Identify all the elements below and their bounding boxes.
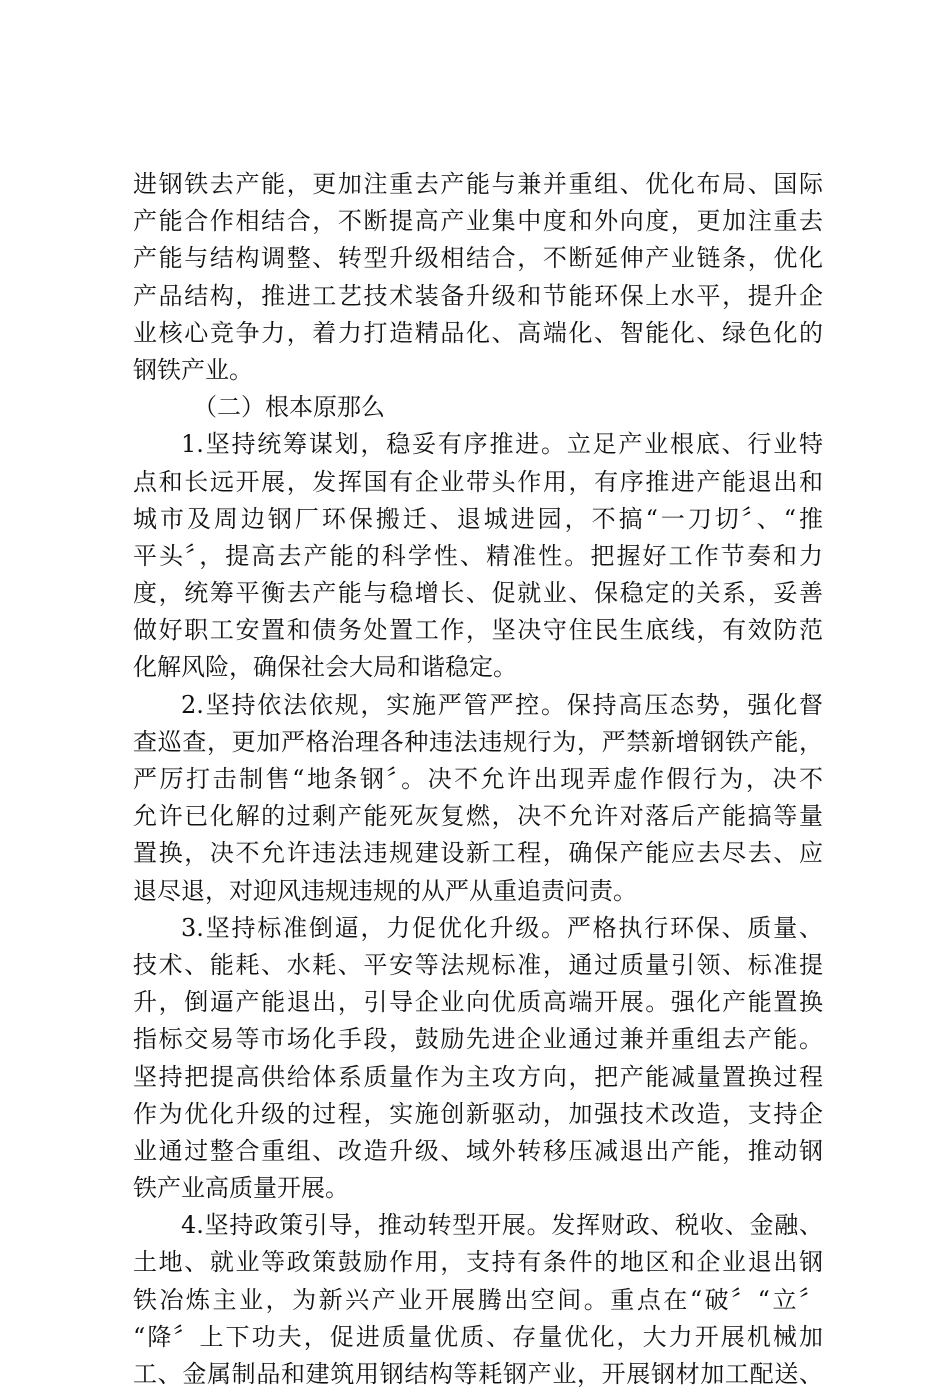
principle-1-title-line: 1.坚持统筹谋划，稳妥有序推进。立足产业根底、行业特: [181, 430, 823, 459]
body-line: 化解风险，确保社会大局和谐稳定。: [133, 653, 517, 682]
body-line: 产能合作相结合，不断提高产业集中度和外向度，更加注重去: [133, 207, 823, 236]
body-line: 坚持把提高供给体系质量作为主攻方向，把产能减量置换过程: [133, 1062, 823, 1091]
principle-4-title-line: 4.坚持政策引导，推动转型开展。发挥财政、税收、金融、: [181, 1211, 823, 1240]
body-line: 进钢铁去产能，更加注重去产能与兼并重组、优化布局、国际: [133, 170, 823, 198]
principle-2-title-line: 2.坚持依法依规，实施严管严控。保持高压态势，强化督: [181, 690, 823, 719]
principle-3-title-line: 3.坚持标准倒逼，力促优化升级。严格执行环保、质量、: [181, 913, 823, 942]
body-line: 铁冶炼主业，为新兴产业开展腾出空间。重点在“破〞“立〞: [133, 1285, 823, 1314]
document-body: [133, 166, 823, 1393]
body-line: 点和长远开展，发挥国有企业带头作用，有序推进产能退出和: [133, 467, 823, 496]
body-line: 度，统筹平衡去产能与稳增长、促就业、保稳定的关系，妥善: [133, 579, 823, 608]
body-line: 严厉打击制售“地条钢〞。决不允许出现弄虚作假行为，决不: [133, 765, 823, 793]
body-line: 钢铁产业。: [133, 355, 253, 384]
body-line: 工、金属制品和建筑用钢结构等耗钢产业，开展钢材加工配送、: [133, 1360, 823, 1388]
body-line: 业通过整合重组、改造升级、域外转移压减退出产能，推动钢: [133, 1136, 823, 1165]
body-line: 铁产业高质量开展。: [133, 1174, 349, 1203]
body-line: 置换，决不允许违法违规建设新工程，确保产能应去尽去、应: [133, 839, 823, 868]
body-line: 技术、能耗、水耗、平安等法规标准，通过质量引领、标准提: [133, 950, 823, 979]
body-line: 升，倒逼产能退出，引导企业向优质高端开展。强化产能置换: [133, 988, 823, 1017]
body-line: 指标交易等市场化手段，鼓励先进企业通过兼并重组去产能。: [133, 1025, 823, 1054]
body-line: 做好职工安置和债务处置工作，坚决守住民生底线，有效防范: [133, 616, 823, 645]
section-heading: （二）根本原那么: [193, 393, 385, 422]
body-line: 查巡查，更加严格治理各种违法违规行为，严禁新增钢铁产能，: [133, 727, 823, 756]
body-line: 土地、就业等政策鼓励作用，支持有条件的地区和企业退出钢: [133, 1248, 823, 1277]
body-line: 产能与结构调整、转型升级相结合，不断延伸产业链条，优化: [133, 244, 823, 273]
body-line: 平头〞，提高去产能的科学性、精准性。把握好工作节奏和力: [133, 541, 823, 570]
body-line: 业核心竞争力，着力打造精品化、高端化、智能化、绿色化的: [133, 318, 823, 347]
body-line: 城市及周边钢厂环保搬迁、退城进园，不搞“一刀切〞、“推: [133, 504, 823, 533]
body-line: 允许已化解的过剩产能死灰复燃，决不允许对落后产能搞等量: [133, 802, 823, 831]
body-line: 退尽退，对迎风违规违规的从严从重追责问责。: [133, 876, 637, 905]
body-line: 作为优化升级的过程，实施创新驱动，加强技术改造，支持企: [133, 1099, 823, 1128]
body-line: 产品结构，推进工艺技术装备升级和节能环保上水平，提升企: [133, 281, 823, 310]
body-line: “降〞上下功夫，促进质量优质、存量优化，大力开展机械加: [133, 1322, 823, 1351]
